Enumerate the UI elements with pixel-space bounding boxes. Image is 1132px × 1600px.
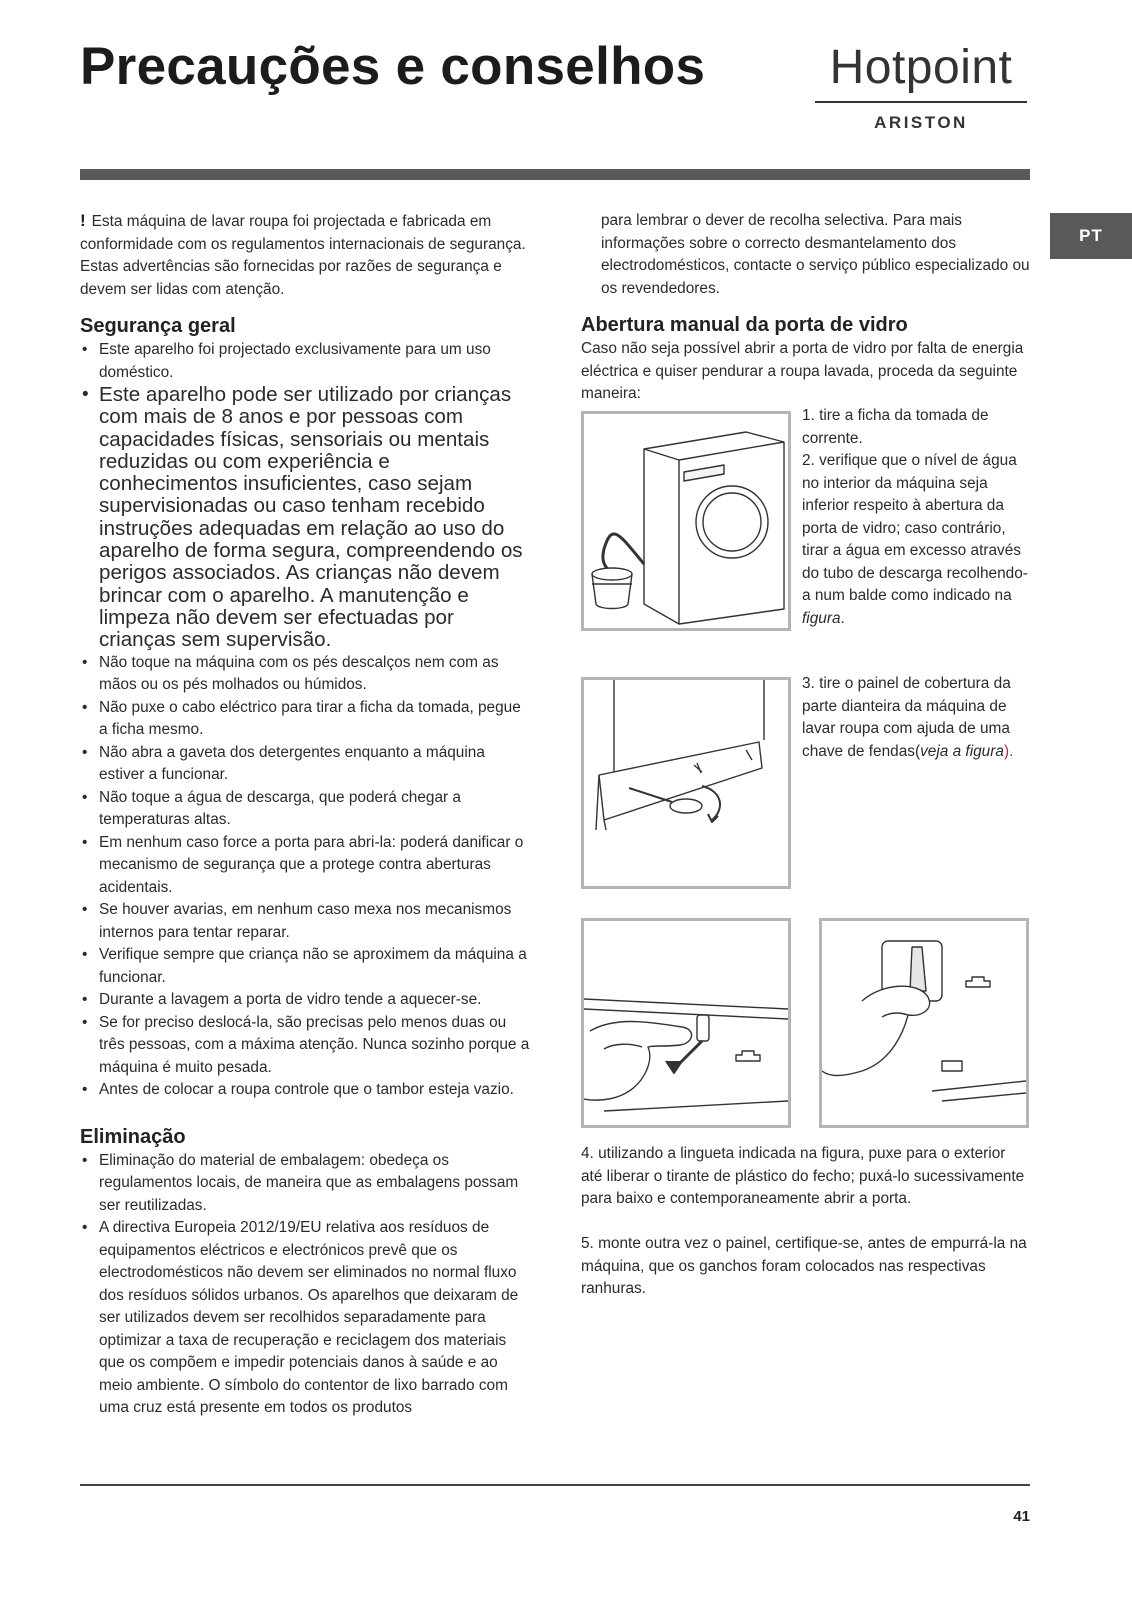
step-2-text: 2. verifique que o nível de água no interior da máquina seja inferior respeito à abertura da porta de vidro; caso contrário, tirar a água em excesso através do tubo de descarga recolhendo-a num balde como indicado na xyxy=(802,452,1028,604)
door-intro: Caso não seja possível abrir a porta de vidro por falta de energia eléctrica e quiser pendurar a roupa lavada, proceda da seguinte maneira: xyxy=(581,340,1024,402)
list-item: • Não toque na máquina com os pés descalços nem com as mãos ou os pés molhados ou húmidos. xyxy=(80,652,530,697)
left-column xyxy=(80,210,530,1420)
intro-text: Esta máquina de lavar roupa foi projectada e fabricada em conformidade com os regulamentos internacionais de segurança. Estas advertências são fornecidas por razões de segurança e devem ser lidas com atenção. xyxy=(80,213,526,298)
footer-divider xyxy=(80,1484,1030,1486)
page-number: 41 xyxy=(1013,1508,1030,1525)
list-item: • Em nenhum caso force a porta para abri-la: poderá danificar o mecanismo de segurança que a protege contra aberturas acidentais. xyxy=(80,832,530,900)
pull-tab-illustration xyxy=(584,921,788,1125)
step-2-end: . xyxy=(840,609,845,627)
figure-hold-tab xyxy=(819,918,1029,1128)
list-item: • Antes de colocar a roupa controle que o tambor esteja vazio. xyxy=(80,1079,530,1102)
step-3 xyxy=(802,673,1030,763)
disposal-list xyxy=(80,1150,530,1420)
figure-remove-panel xyxy=(581,677,791,889)
list-item: • A directiva Europeia 2012/19/EU relativa aos resíduos de equipamentos eléctricos e electrónicos prevê que os electrodomésticos não devem ser eliminados no normal fluxo dos resíduos sólidos urbanos. Os aparelhos que deixaram de ser utilizados devem ser recolhidos separadamente para optimizar a taxa de recuperação e reciclagem dos materiais que os compõem e impedir potenciais danos à saúde e ao meio ambiente. O símbolo do contentor de lixo barrado com uma cruz está presente em todos os produtos xyxy=(80,1217,530,1420)
list-item: • Se houver avarias, em nenhum caso mexa nos mecanismos internos para tentar reparar. xyxy=(80,899,530,944)
right-column xyxy=(581,210,1031,406)
step-3-text: 3. tire o painel de cobertura da parte dianteira da máquina de lavar roupa com ajuda de uma chave de fendas( xyxy=(802,675,1011,760)
brand-rule xyxy=(815,101,1027,103)
list-item: • Durante a lavagem a porta de vidro tende a aquecer-se. xyxy=(80,989,530,1012)
hold-tab-illustration xyxy=(822,921,1026,1125)
language-tab: PT xyxy=(1050,213,1132,259)
list-item: • Não toque a água de descarga, que poderá chegar a temperaturas altas. xyxy=(80,787,530,832)
step-3-end: ). xyxy=(1003,742,1014,760)
section-heading-safety: Segurança geral xyxy=(80,315,236,337)
brand-logo xyxy=(812,40,1030,140)
continuation-paragraph: para lembrar o dever de recolha selectiva. Para mais informações sobre o correcto desmantelamento dos electrodomésticos, contacte o serviço público especializado ou os revendedores. xyxy=(601,212,1030,297)
header-divider xyxy=(80,169,1030,180)
list-item: • Verifique sempre que criança não se aproximem da máquina a funcionar. xyxy=(80,944,530,989)
brand-subname: ARISTON xyxy=(874,113,968,132)
list-item: • Eliminação do material de embalagem: obedeça os regulamentos locais, de maneira que as embalagens possam ser reutilizadas. xyxy=(80,1150,530,1218)
figure-pull-tab xyxy=(581,918,791,1128)
figure-drain-bucket xyxy=(581,411,791,631)
list-item: • Este aparelho pode ser utilizado por crianças com mais de 8 anos e por pessoas com capacidades físicas, sensoriais ou mentais reduzidas ou com experiência e conhecimentos insuficientes, caso sejam supervisionadas ou caso tenham recebido instruções adequadas em relação ao uso do aparelho de forma segura, compreendendo os perigos associados. As crianças não devem brincar com o aparelho. A manutenção e limpeza não devem ser efectuadas por crianças sem supervisão. xyxy=(80,384,530,652)
step-1: 1. tire a ficha da tomada de corrente. xyxy=(802,407,989,447)
safety-list xyxy=(80,339,530,1102)
section-heading-disposal: Eliminação xyxy=(80,1125,186,1148)
step-2-figure-ref: figura xyxy=(802,609,841,627)
list-item: • Não abra a gaveta dos detergentes enquanto a máquina estiver a funcionar. xyxy=(80,742,530,787)
page-title: Precauções e conselhos xyxy=(80,37,706,96)
section-heading-door: Abertura manual da porta de vidro xyxy=(581,314,908,336)
step-4: 4. utilizando a lingueta indicada na figura, puxe para o exterior até liberar o tirante de plástico do fecho; puxá-lo sucessivamente para baixo e contemporaneamente abrir a porta. xyxy=(581,1145,1025,1207)
list-item: • Este aparelho foi projectado exclusivamente para um uso doméstico. xyxy=(80,339,530,384)
step-5: 5. monte outra vez o painel, certifique-se, antes de empurrá-la na máquina, que os ganchos foram colocados nas respectivas ranhuras. xyxy=(581,1235,1027,1297)
step-2 xyxy=(802,450,1030,630)
list-item: • Não puxe o cabo eléctrico para tirar a ficha da tomada, pegue a ficha mesmo. xyxy=(80,697,530,742)
brand-name: Hotpoint xyxy=(829,41,1013,94)
warning-icon: ! xyxy=(80,211,86,230)
step-3-figure-ref: veja a figura xyxy=(920,742,1004,760)
intro-paragraph xyxy=(80,210,530,301)
screwdriver-illustration xyxy=(584,680,788,886)
list-item: • Se for preciso deslocá-la, são precisas pelo menos duas ou três pessoas, com a máxima atenção. Nunca sozinho porque a máquina é muito pesada. xyxy=(80,1012,530,1080)
drain-illustration xyxy=(584,414,788,628)
